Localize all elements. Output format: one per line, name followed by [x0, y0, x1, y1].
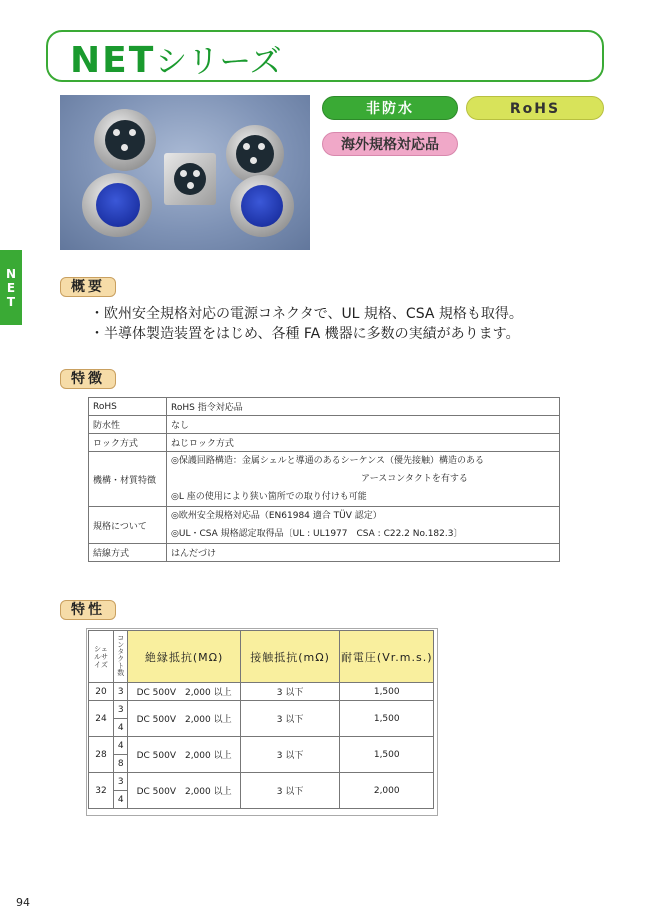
voltage-cell: 1,500 [340, 683, 434, 701]
table-row [89, 434, 560, 452]
page-number: 94 [16, 896, 30, 909]
table-row [89, 416, 560, 434]
overview-line-1: ・欧州安全規格対応の電源コネクタで、UL 規格、CSA 規格も取得。 [90, 306, 523, 322]
feature-value: はんだづけ [167, 544, 560, 562]
contact-resistance-cell: 3 以下 [240, 773, 340, 809]
shell-size-header: シェルサイズ [89, 631, 114, 683]
feature-value: ねじロック方式 [167, 434, 560, 452]
table-row [89, 398, 560, 416]
feature-value [167, 452, 560, 507]
contacts-cell: 4 [113, 791, 128, 809]
insulation-cell: DC 500V 2,000 以上 [128, 773, 240, 809]
insulation-cell: DC 500V 2,000 以上 [128, 683, 240, 701]
feature-key: 規格について [89, 507, 167, 544]
characteristics-label: 特性 [60, 600, 116, 620]
side-tab-letter: E [6, 280, 16, 295]
feature-key: RoHS [89, 398, 167, 416]
voltage-header: 耐電圧(Vr.m.s.) [340, 631, 434, 683]
insulation-cell: DC 500V 2,000 以上 [128, 701, 240, 737]
contacts-cell: 4 [113, 737, 128, 755]
table-row [89, 737, 434, 755]
feature-text: ◎欧州安全規格対応品（EN61984 適合 TÜV 認定） [171, 511, 382, 521]
features-label: 特徴 [60, 369, 116, 389]
table-header-row [89, 631, 434, 683]
features-table [88, 397, 560, 562]
feature-key: 結線方式 [89, 544, 167, 562]
voltage-cell: 2,000 [340, 773, 434, 809]
feature-text: ◎UL・CSA 規格認定取得品〔UL : UL1977 CSA : C22.2 No.182.3〕 [171, 529, 463, 539]
contact-resistance-header: 接触抵抗(mΩ) [240, 631, 340, 683]
contact-resistance-cell: 3 以下 [240, 683, 340, 701]
table-row [89, 683, 434, 701]
shell-size-cell: 20 [89, 683, 114, 701]
table-row [89, 452, 560, 507]
series-title-latin: NET [70, 40, 156, 81]
table-row [89, 773, 434, 791]
shell-size-cell: 28 [89, 737, 114, 773]
feature-value [167, 507, 560, 544]
overview-line-2: ・半導体製造装置をはじめ、各種 FA 機器に多数の実績があります。 [90, 326, 520, 342]
shell-size-cell: 32 [89, 773, 114, 809]
contact-resistance-cell: 3 以下 [240, 737, 340, 773]
series-title [70, 36, 282, 82]
feature-value: RoHS 指令対応品 [167, 398, 560, 416]
feature-text: ◎保護回路構造：金属シェルと導通のあるシーケンス（優先接触）構造のある [171, 456, 484, 466]
series-side-tab [0, 250, 22, 325]
contacts-cell: 3 [113, 701, 128, 719]
feature-text: アースコンタクトを有する [361, 474, 468, 484]
rohs-badge: RoHS [466, 96, 604, 120]
contacts-header: コンタクト数 [113, 631, 128, 683]
contacts-cell: 3 [113, 773, 128, 791]
contacts-cell: 3 [113, 683, 128, 701]
contacts-cell: 8 [113, 755, 128, 773]
insulation-cell: DC 500V 2,000 以上 [128, 737, 240, 773]
characteristics-table [88, 630, 434, 809]
insulation-header: 絶縁抵抗(MΩ) [128, 631, 240, 683]
series-title-banner [46, 30, 604, 82]
product-photo [60, 95, 310, 250]
side-tab-letter: T [6, 294, 16, 309]
overview-label: 概要 [60, 277, 116, 297]
feature-key: 防水性 [89, 416, 167, 434]
table-row [89, 701, 434, 719]
shell-size-cell: 24 [89, 701, 114, 737]
feature-value: なし [167, 416, 560, 434]
feature-key: 機構・材質特徴 [89, 452, 167, 507]
contacts-cell: 4 [113, 719, 128, 737]
overseas-standard-badge: 海外規格対応品 [322, 132, 458, 156]
voltage-cell: 1,500 [340, 701, 434, 737]
side-tab-letter: N [5, 266, 17, 281]
feature-text: ◎L 座の使用により狭い箇所での取り付けも可能 [171, 492, 367, 502]
non-waterproof-badge: 非防水 [322, 96, 458, 120]
contact-resistance-cell: 3 以下 [240, 701, 340, 737]
feature-key: ロック方式 [89, 434, 167, 452]
table-row [89, 507, 560, 544]
table-row [89, 544, 560, 562]
series-title-kana: シリーズ [155, 42, 282, 80]
voltage-cell: 1,500 [340, 737, 434, 773]
